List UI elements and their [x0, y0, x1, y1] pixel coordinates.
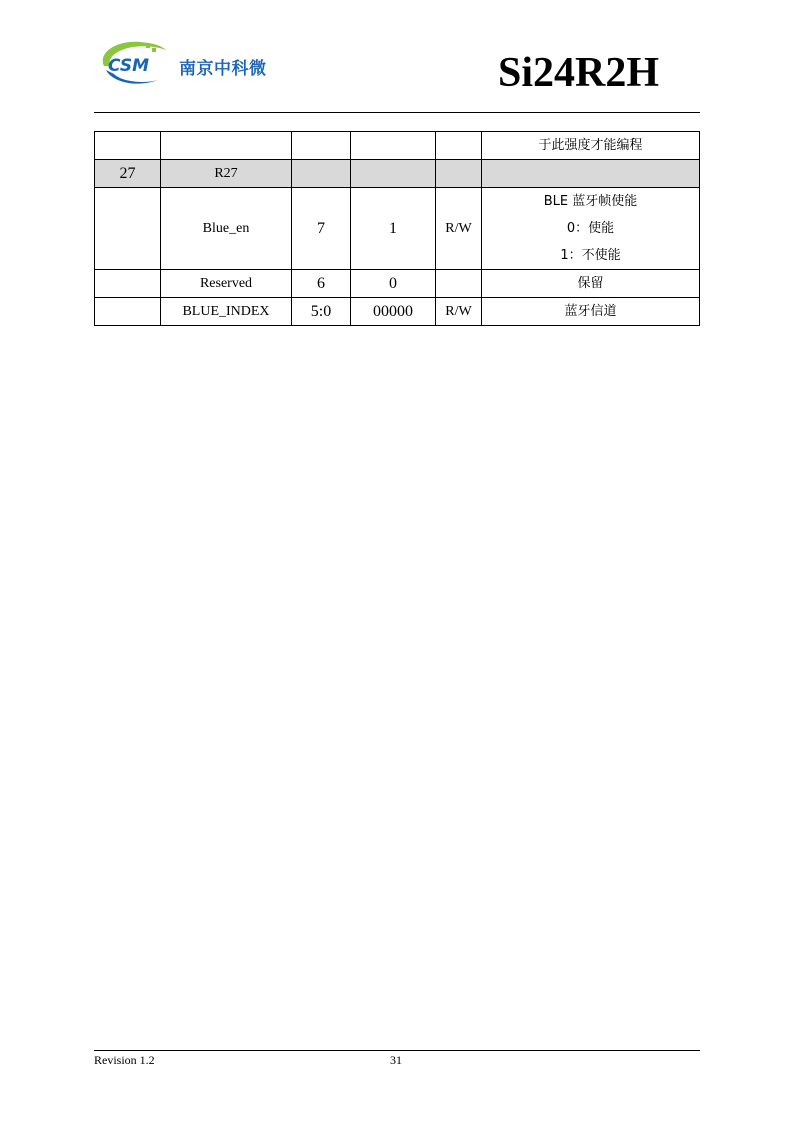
csm-logo-icon	[96, 36, 180, 88]
cell-default: 1	[351, 188, 436, 270]
cell-name	[161, 132, 292, 160]
table-row	[95, 298, 700, 326]
company-name: 南京中科微	[179, 59, 267, 79]
register-table	[94, 131, 700, 326]
cell-addr	[95, 298, 161, 326]
page-number: 31	[390, 1053, 402, 1067]
cell-addr	[95, 270, 161, 298]
revision-label: Revision 1.2	[94, 1053, 155, 1067]
cell-desc	[482, 132, 700, 160]
cell-bit: 7	[292, 188, 351, 270]
table-row	[95, 270, 700, 298]
cell-name: R27	[161, 160, 292, 188]
cell-desc	[482, 270, 700, 298]
header-divider	[94, 112, 700, 113]
desc-line: 1：不使能	[560, 248, 621, 263]
cell-name: Blue_en	[161, 188, 292, 270]
footer-divider	[94, 1050, 700, 1051]
desc-line: 0：使能	[566, 221, 615, 236]
logo-text: CSM	[108, 56, 150, 76]
cell-rw	[436, 132, 482, 160]
cell-desc	[482, 188, 700, 270]
cell-bit: 6	[292, 270, 351, 298]
desc-line: 蓝牙信道	[564, 304, 617, 319]
desc-line: 于此强度才能编程	[538, 138, 643, 153]
cell-rw: R/W	[436, 298, 482, 326]
cell-default	[351, 132, 436, 160]
product-title: Si24R2H	[497, 50, 659, 96]
desc-line: 保留	[577, 276, 604, 291]
cell-desc	[482, 298, 700, 326]
cell-addr	[95, 188, 161, 270]
cell-name: Reserved	[161, 270, 292, 298]
company-logo	[96, 36, 296, 88]
cell-addr	[95, 132, 161, 160]
table-row	[95, 132, 700, 160]
cell-rw	[436, 270, 482, 298]
cell-addr: 27	[95, 160, 161, 188]
cell-bit	[292, 160, 351, 188]
cell-desc	[482, 160, 700, 188]
cell-rw	[436, 160, 482, 188]
cell-rw: R/W	[436, 188, 482, 270]
cell-default	[351, 160, 436, 188]
cell-bit: 5:0	[292, 298, 351, 326]
cell-name: BLUE_INDEX	[161, 298, 292, 326]
cell-default: 00000	[351, 298, 436, 326]
cell-bit	[292, 132, 351, 160]
table-row	[95, 188, 700, 270]
table-row-register-header	[95, 160, 700, 188]
cell-default: 0	[351, 270, 436, 298]
desc-line: BLE 蓝牙帧使能	[543, 194, 638, 209]
